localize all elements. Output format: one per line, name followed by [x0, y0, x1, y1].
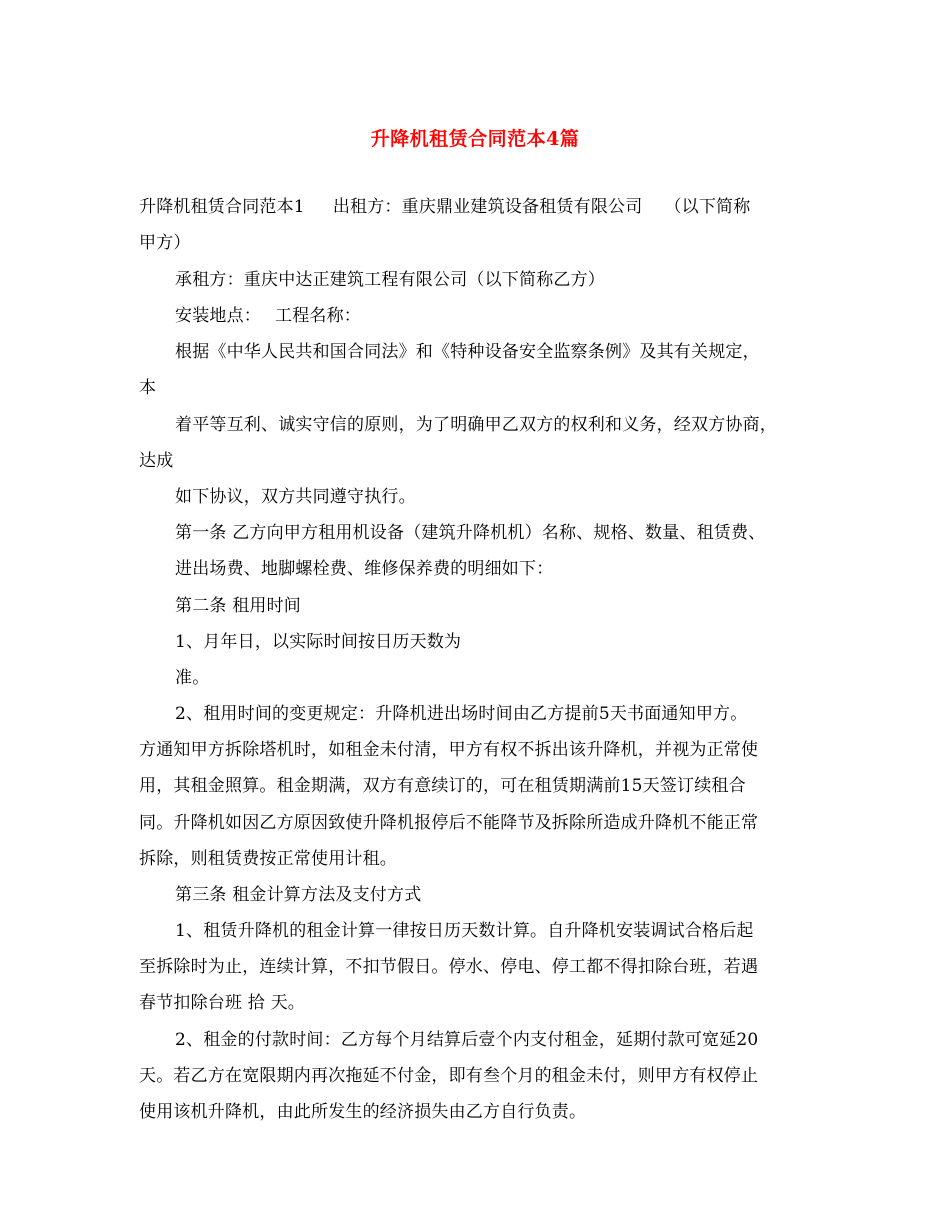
text-line-4 — [175, 306, 361, 326]
text-line-20: 第三条 租金计算方法及支付方式 — [175, 885, 422, 905]
text-line-14: 准。 — [175, 668, 210, 688]
text-line-2: 甲方） — [139, 233, 191, 253]
text-line-21: 1、租赁升降机的租金计算一律按日历天数计算。自升降机安装调试合格后起 — [175, 921, 754, 941]
text-line-23: 春节扣除台班 拾 天。 — [139, 993, 306, 1013]
text-line-3: 承租方：重庆中达正建筑工程有限公司（以下简称乙方） — [175, 270, 605, 290]
text-line-1 — [139, 197, 750, 217]
text-line-26: 使用该机升降机，由此所发生的经济损失由乙方自行负责。 — [139, 1102, 587, 1122]
install-location-label: 安装地点： — [175, 306, 261, 326]
document-title: 升降机租赁合同范本4篇 — [370, 128, 580, 150]
text-line-22: 至拆除时为止，连续计算，不扣节假日。停水、停电、停工都不得扣除台班，若遇 — [139, 957, 759, 977]
text-line-13: 1、月年日，以实际时间按日历天数为 — [175, 632, 462, 652]
text-line-6: 本 — [139, 378, 157, 398]
project-name-label: 工程名称： — [275, 306, 361, 326]
text-line-15: 2、租用时间的变更规定：升降机进出场时间由乙方提前5天书面通知甲方。 — [175, 704, 748, 724]
text-line-16: 方通知甲方拆除塔机时，如租金未付清，甲方有权不拆出该升降机，并视为正常使 — [139, 740, 759, 760]
text-line-12: 第二条 租用时间 — [175, 596, 302, 616]
text-line-18: 同。升降机如因乙方原因致使升降机报停后不能降节及拆除所造成升降机不能正常 — [139, 813, 759, 833]
text-line-9: 如下协议，双方共同遵守执行。 — [175, 487, 416, 507]
abbrev-part: （以下简称 — [664, 197, 751, 217]
text-line-17: 用，其租金照算。租金期满，双方有意续订的，可在租赁期满前15天签订续租合 — [139, 776, 746, 796]
text-line-24: 2、租金的付款时间：乙方每个月结算后壹个内支付租金，延期付款可宽延20 — [175, 1030, 759, 1050]
text-line-7: 着平等互利、诚实守信的原则，为了明确甲乙双方的权利和义务，经双方协商， — [175, 415, 777, 435]
text-line-19: 拆除，则租赁费按正常使用计租。 — [139, 849, 397, 869]
lessor-part: 出租方：重庆鼎业建筑设备租赁有限公司 — [332, 197, 643, 217]
heading-part: 升降机租赁合同范本1 — [139, 197, 305, 217]
text-line-8: 达成 — [139, 451, 174, 471]
text-line-25: 天。若乙方在宽限期内再次拖延不付金，即有叁个月的租金未付，则甲方有权停止 — [139, 1066, 759, 1086]
text-line-5: 根据《中华人民共和国合同法》和《特种设备安全监察条例》及其有关规定， — [175, 342, 760, 362]
text-line-10: 第一条 乙方向甲方租用机设备（建筑升降机机）名称、规格、数量、租赁费、 — [175, 523, 766, 543]
text-line-11: 进出场费、地脚螺栓费、维修保养费的明细如下： — [175, 559, 554, 579]
